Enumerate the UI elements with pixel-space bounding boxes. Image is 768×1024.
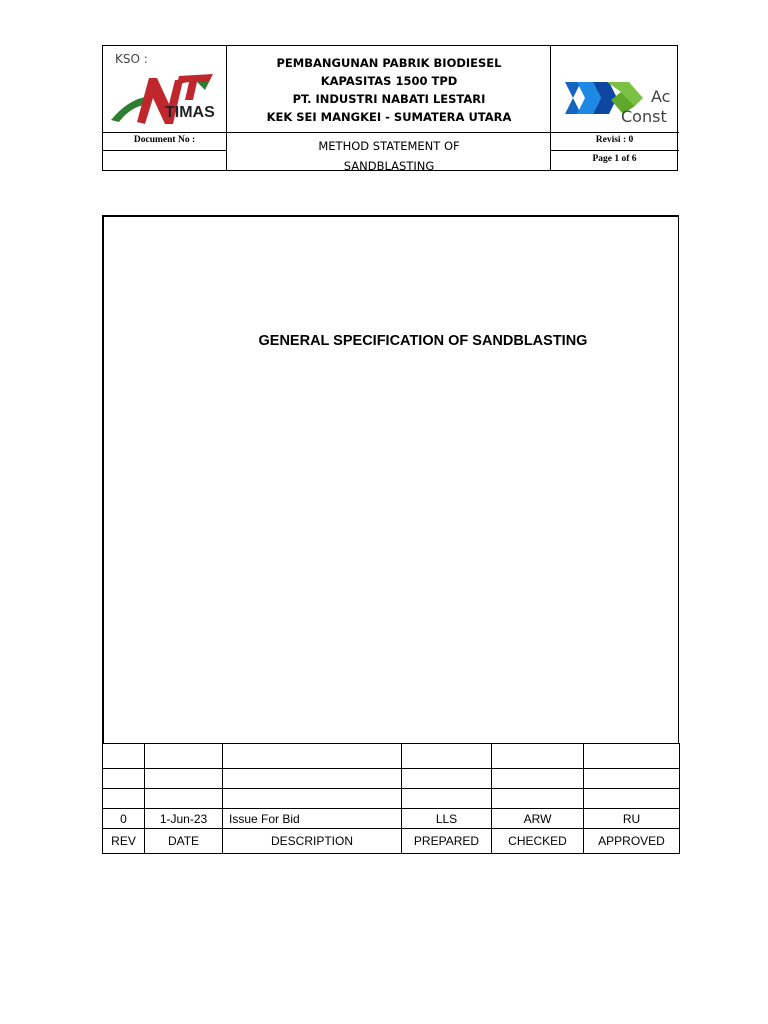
column-header: PREPARED	[402, 829, 492, 854]
table-cell	[492, 769, 584, 789]
method-statement-title	[227, 136, 551, 176]
table-cell	[145, 744, 223, 769]
document-header	[102, 45, 678, 171]
document-heading: GENERAL SPECIFICATION OF SANDBLASTING	[258, 333, 588, 349]
divider	[550, 150, 679, 151]
table-cell	[223, 744, 402, 769]
kso-label: KSO :	[115, 52, 148, 66]
divider	[103, 132, 679, 133]
contractor-logo-text: Const	[621, 107, 667, 124]
method-line: METHOD STATEMENT OF	[318, 139, 460, 153]
table-cell	[492, 744, 584, 769]
table-cell	[103, 744, 145, 769]
table-header-row	[103, 829, 680, 854]
title-line: KAPASITAS 1500 TPD	[320, 74, 458, 88]
revision-table	[102, 743, 680, 854]
content-frame	[102, 215, 679, 744]
title-line: PT. INDUSTRI NABATI LESTARI	[292, 92, 486, 106]
column-header: REV	[103, 829, 145, 854]
table-cell	[402, 769, 492, 789]
approved-cell: RU	[584, 809, 680, 829]
table-cell	[402, 789, 492, 809]
page-number: Page 1 of 6	[592, 154, 637, 164]
column-header: CHECKED	[492, 829, 584, 854]
table-row	[103, 789, 680, 809]
column-header: DESCRIPTION	[223, 829, 402, 854]
table-cell	[145, 769, 223, 789]
divider	[103, 150, 226, 151]
title-line: KEK SEI MANGKEI - SUMATERA UTARA	[266, 110, 512, 124]
rev-cell: 0	[103, 809, 145, 829]
table-row	[103, 809, 680, 829]
table-cell	[492, 789, 584, 809]
table-cell	[145, 789, 223, 809]
contractor-logo	[563, 76, 673, 124]
revision-label: Revisi : 0	[595, 135, 634, 145]
table-cell	[584, 744, 680, 769]
document-no-label: Document No :	[133, 135, 196, 145]
column-header: APPROVED	[584, 829, 680, 854]
timas-logo-text: TIMAS	[165, 104, 215, 121]
prepared-cell: LLS	[402, 809, 492, 829]
project-title	[227, 54, 551, 126]
contractor-logo-text: Ac	[651, 87, 671, 106]
table-cell	[223, 769, 402, 789]
method-line: SANDBLASTING	[343, 159, 435, 173]
description-cell: Issue For Bid	[223, 809, 402, 829]
column-header: DATE	[145, 829, 223, 854]
date-cell: 1-Jun-23	[145, 809, 223, 829]
table-cell	[103, 769, 145, 789]
table-cell	[402, 744, 492, 769]
table-row	[103, 769, 680, 789]
checked-cell: ARW	[492, 809, 584, 829]
timas-logo	[109, 70, 225, 132]
table-cell	[584, 789, 680, 809]
title-line: PEMBANGUNAN PABRIK BIODIESEL	[276, 56, 502, 70]
table-cell	[223, 789, 402, 809]
table-cell	[103, 789, 145, 809]
table-row	[103, 744, 680, 769]
table-cell	[584, 769, 680, 789]
